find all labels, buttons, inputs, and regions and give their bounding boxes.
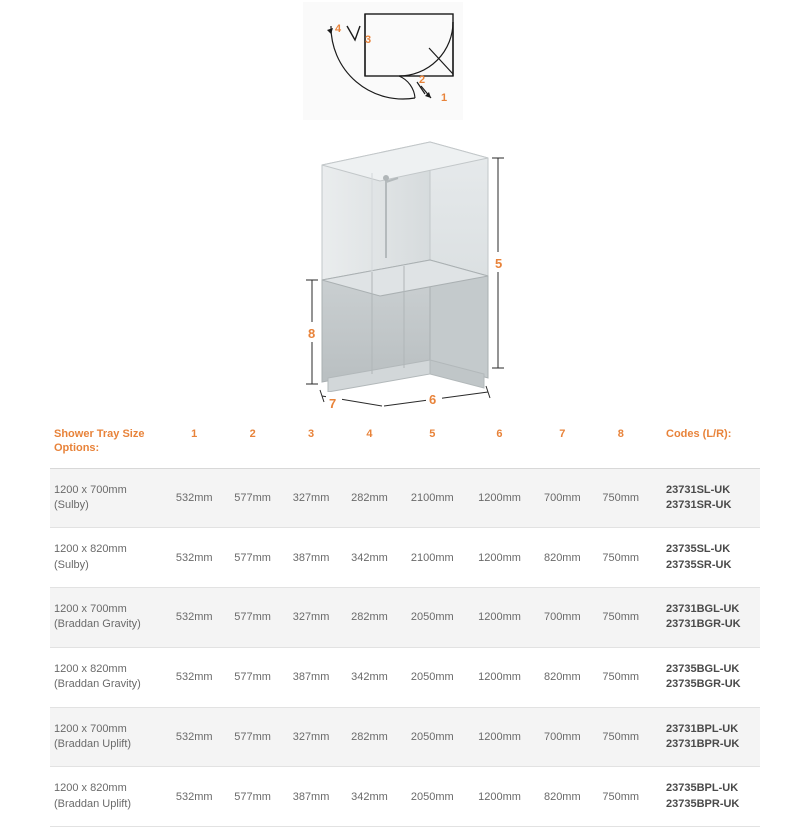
row-dim-3: 387mm (282, 767, 340, 827)
row-option-line1: 1200 x 820mm (54, 662, 127, 675)
row-dim-3: 327mm (282, 588, 340, 648)
row-dim-3: 327mm (282, 707, 340, 767)
row-dim-1: 532mm (165, 468, 223, 528)
row-code-right: 23731BGR-UK (666, 618, 741, 631)
row-dim-8: 750mm (592, 588, 650, 648)
row-code-right: 23731BPR-UK (666, 738, 740, 751)
row-dim-7: 700mm (533, 707, 591, 767)
row-code-left: 23735BPL-UK (666, 782, 739, 795)
row-codes (650, 588, 760, 648)
table-row (50, 707, 760, 767)
row-dim-2: 577mm (223, 647, 281, 707)
row-option-line1: 1200 x 820mm (54, 782, 127, 795)
header-dim-2: 2 (223, 424, 281, 468)
header-dim-8: 8 (592, 424, 650, 468)
row-dim-5: 2050mm (399, 588, 466, 648)
header-dim-3: 3 (282, 424, 340, 468)
row-dim-4: 342mm (340, 767, 398, 827)
row-option-line2: (Sulby) (54, 498, 89, 511)
row-option (50, 528, 165, 588)
row-dim-4: 342mm (340, 528, 398, 588)
row-dim-8: 750mm (592, 647, 650, 707)
iso-label-6: 6 (429, 392, 437, 407)
header-dim-5: 5 (399, 424, 466, 468)
row-code-left: 23735BGL-UK (666, 662, 740, 675)
row-dim-6: 1200mm (466, 528, 533, 588)
row-code-left: 23731BPL-UK (666, 722, 739, 735)
row-code-right: 23735BPR-UK (666, 797, 740, 810)
row-dim-3: 387mm (282, 647, 340, 707)
iso-label-7: 7 (329, 396, 337, 411)
row-codes (650, 468, 760, 528)
row-dim-8: 750mm (592, 767, 650, 827)
row-codes (650, 707, 760, 767)
table-row (50, 528, 760, 588)
row-dim-6: 1200mm (466, 707, 533, 767)
table-header-row (50, 424, 760, 468)
table-body (50, 468, 760, 827)
row-codes (650, 767, 760, 827)
plan-view-diagram (303, 2, 463, 120)
row-option (50, 468, 165, 528)
row-option-line1: 1200 x 820mm (54, 543, 127, 556)
row-dim-1: 532mm (165, 528, 223, 588)
plan-label-3: 3 (365, 34, 372, 46)
row-dim-5: 2050mm (399, 767, 466, 827)
row-dim-6: 1200mm (466, 647, 533, 707)
row-dim-5: 2050mm (399, 707, 466, 767)
row-code-left: 23731SL-UK (666, 483, 731, 496)
row-dim-7: 820mm (533, 528, 591, 588)
row-dim-6: 1200mm (466, 588, 533, 648)
row-dim-2: 577mm (223, 707, 281, 767)
row-dim-4: 282mm (340, 588, 398, 648)
row-dim-7: 700mm (533, 588, 591, 648)
row-dim-2: 577mm (223, 588, 281, 648)
header-dim-4: 4 (340, 424, 398, 468)
row-dim-1: 532mm (165, 647, 223, 707)
row-dim-1: 532mm (165, 707, 223, 767)
row-option (50, 767, 165, 827)
row-dim-7: 820mm (533, 647, 591, 707)
row-dim-6: 1200mm (466, 767, 533, 827)
header-dim-1: 1 (165, 424, 223, 468)
row-codes (650, 528, 760, 588)
row-option-line1: 1200 x 700mm (54, 603, 127, 616)
row-dim-8: 750mm (592, 468, 650, 528)
row-option-line2: (Braddan Gravity) (54, 678, 141, 691)
table-row (50, 647, 760, 707)
row-dim-3: 327mm (282, 468, 340, 528)
table-row (50, 468, 760, 528)
plan-label-2: 2 (419, 74, 426, 86)
row-option-line2: (Sulby) (54, 558, 89, 571)
row-dim-4: 342mm (340, 647, 398, 707)
row-option-line1: 1200 x 700mm (54, 483, 127, 496)
row-option-line2: (Braddan Gravity) (54, 618, 141, 631)
row-dim-5: 2100mm (399, 528, 466, 588)
table-row (50, 588, 760, 648)
row-dim-5: 2100mm (399, 468, 466, 528)
row-dim-6: 1200mm (466, 468, 533, 528)
row-dim-1: 532mm (165, 588, 223, 648)
header-codes: Codes (L/R): (650, 424, 760, 468)
iso-label-5: 5 (495, 256, 503, 271)
row-code-left: 23731BGL-UK (666, 603, 740, 616)
row-dim-3: 387mm (282, 528, 340, 588)
row-dim-2: 577mm (223, 528, 281, 588)
row-dim-5: 2050mm (399, 647, 466, 707)
row-option (50, 707, 165, 767)
isometric-shower-diagram (300, 130, 530, 420)
row-dim-1: 532mm (165, 767, 223, 827)
iso-label-8: 8 (308, 326, 316, 341)
row-dim-4: 282mm (340, 707, 398, 767)
header-dim-7: 7 (533, 424, 591, 468)
header-dim-6: 6 (466, 424, 533, 468)
row-dim-8: 750mm (592, 528, 650, 588)
row-code-right: 23735SR-UK (666, 558, 732, 571)
row-dim-2: 577mm (223, 767, 281, 827)
row-code-right: 23731SR-UK (666, 498, 732, 511)
row-dim-8: 750mm (592, 707, 650, 767)
plan-label-4: 4 (335, 23, 342, 35)
header-option: Shower Tray Size Options: (50, 424, 165, 468)
plan-label-1: 1 (441, 92, 448, 104)
row-option (50, 588, 165, 648)
row-option-line2: (Braddan Uplift) (54, 797, 132, 810)
shower-tray-size-table (50, 424, 760, 827)
row-dim-7: 700mm (533, 468, 591, 528)
row-codes (650, 647, 760, 707)
row-dim-2: 577mm (223, 468, 281, 528)
row-code-right: 23735BGR-UK (666, 678, 741, 691)
table-row (50, 767, 760, 827)
row-option-line1: 1200 x 700mm (54, 722, 127, 735)
table-header (50, 424, 760, 468)
row-dim-4: 282mm (340, 468, 398, 528)
row-dim-7: 820mm (533, 767, 591, 827)
row-option-line2: (Braddan Uplift) (54, 738, 132, 751)
row-option (50, 647, 165, 707)
row-code-left: 23735SL-UK (666, 543, 731, 556)
